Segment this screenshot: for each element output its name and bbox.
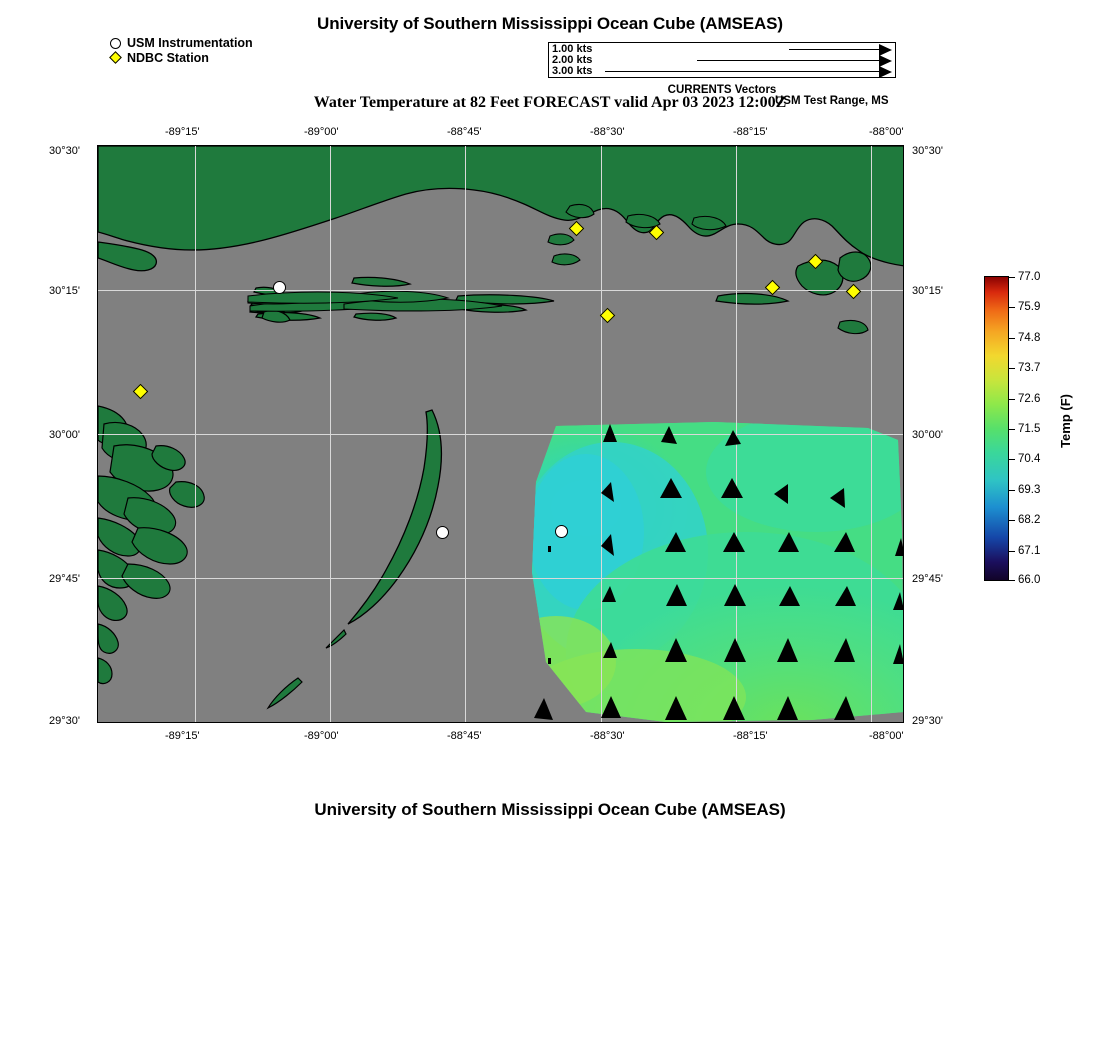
usm-instrumentation-marker[interactable] xyxy=(555,525,568,538)
lon-tick-top-3: -88°30' xyxy=(590,126,625,138)
map-canvas[interactable] xyxy=(97,145,904,723)
vector-scale-label-2: 2.00 kts xyxy=(552,54,593,66)
map-inner xyxy=(98,146,903,722)
vector-scale-label-1: 1.00 kts xyxy=(552,43,593,55)
colorbar-gradient xyxy=(984,276,1009,581)
lat-tick-left-1: 30°15' xyxy=(49,285,80,297)
usm-instrumentation-marker[interactable] xyxy=(273,281,286,294)
diamond-marker-icon xyxy=(108,51,125,66)
footer-title: University of Southern Mississippi Ocean Cube (AMSEAS) xyxy=(314,800,786,819)
legend-label-usm: USM Instrumentation xyxy=(127,36,253,50)
vector-key-caption: CURRENTS Vectors xyxy=(667,84,777,96)
usm-instrumentation-marker[interactable] xyxy=(436,526,449,539)
colorbar-tick-2: 74.8 xyxy=(1018,331,1041,344)
chart-subtitle: Water Temperature at 82 Feet FORECAST valid Apr 03 2023 12:00Z xyxy=(313,94,787,111)
lat-tick-right-3: 29°45' xyxy=(912,573,943,585)
lat-tick-right-4: 29°30' xyxy=(912,715,943,727)
colorbar-tick-9: 67.1 xyxy=(1018,544,1041,557)
colorbar-tick-5: 71.5 xyxy=(1018,423,1041,435)
lon-tick-bottom-4: -88°15' xyxy=(733,730,768,742)
colorbar-tick-3: 73.7 xyxy=(1018,362,1041,375)
map-legend xyxy=(108,36,253,66)
colorbar-tick-7: 69.3 xyxy=(1018,483,1041,496)
vector-scale-label-3: 3.00 kts xyxy=(552,65,593,77)
circle-marker-icon xyxy=(108,36,125,51)
lat-tick-right-2: 30°00' xyxy=(912,429,943,441)
lat-tick-left-4: 29°30' xyxy=(49,715,80,727)
lon-tick-bottom-5: -88°00' xyxy=(869,730,904,742)
lon-tick-top-2: -88°45' xyxy=(447,126,482,138)
lon-tick-bottom-2: -88°45' xyxy=(447,730,482,742)
currents-vectors-layer xyxy=(98,146,904,723)
lon-tick-top-1: -89°00' xyxy=(304,126,339,138)
lon-tick-top-5: -88°00' xyxy=(869,126,904,138)
legend-item-usm xyxy=(108,36,253,51)
lon-tick-bottom-0: -89°15' xyxy=(165,730,200,742)
colorbar-tick-4: 72.6 xyxy=(1018,392,1041,405)
currents-vector-key xyxy=(548,42,896,78)
vector-key-row-3 xyxy=(549,66,897,78)
lon-tick-top-4: -88°15' xyxy=(733,126,768,138)
colorbar-tick-10: 66.0 xyxy=(1018,574,1041,586)
colorbar-tick-6: 70.4 xyxy=(1018,453,1041,466)
colorbar-title: Temp (F) xyxy=(1058,394,1073,448)
page-title: University of Southern Mississippi Ocean Cube (AMSEAS) xyxy=(317,14,783,33)
colorbar-tick-1: 75.9 xyxy=(1018,301,1041,314)
lon-tick-bottom-1: -89°00' xyxy=(304,730,339,742)
lon-tick-top-0: -89°15' xyxy=(165,126,200,138)
legend-label-ndbc: NDBC Station xyxy=(127,51,209,65)
colorbar-tick-0: 77.0 xyxy=(1018,271,1041,283)
legend-item-ndbc xyxy=(108,51,253,66)
lon-tick-bottom-3: -88°30' xyxy=(590,730,625,742)
lat-tick-left-0: 30°30' xyxy=(49,145,80,157)
lat-tick-left-2: 30°00' xyxy=(49,429,80,441)
lat-tick-right-0: 30°30' xyxy=(912,145,943,157)
lat-tick-left-3: 29°45' xyxy=(49,573,80,585)
lat-tick-right-1: 30°15' xyxy=(912,285,943,297)
colorbar-tick-8: 68.2 xyxy=(1018,514,1041,527)
site-label: USM Test Range, MS xyxy=(775,95,889,107)
